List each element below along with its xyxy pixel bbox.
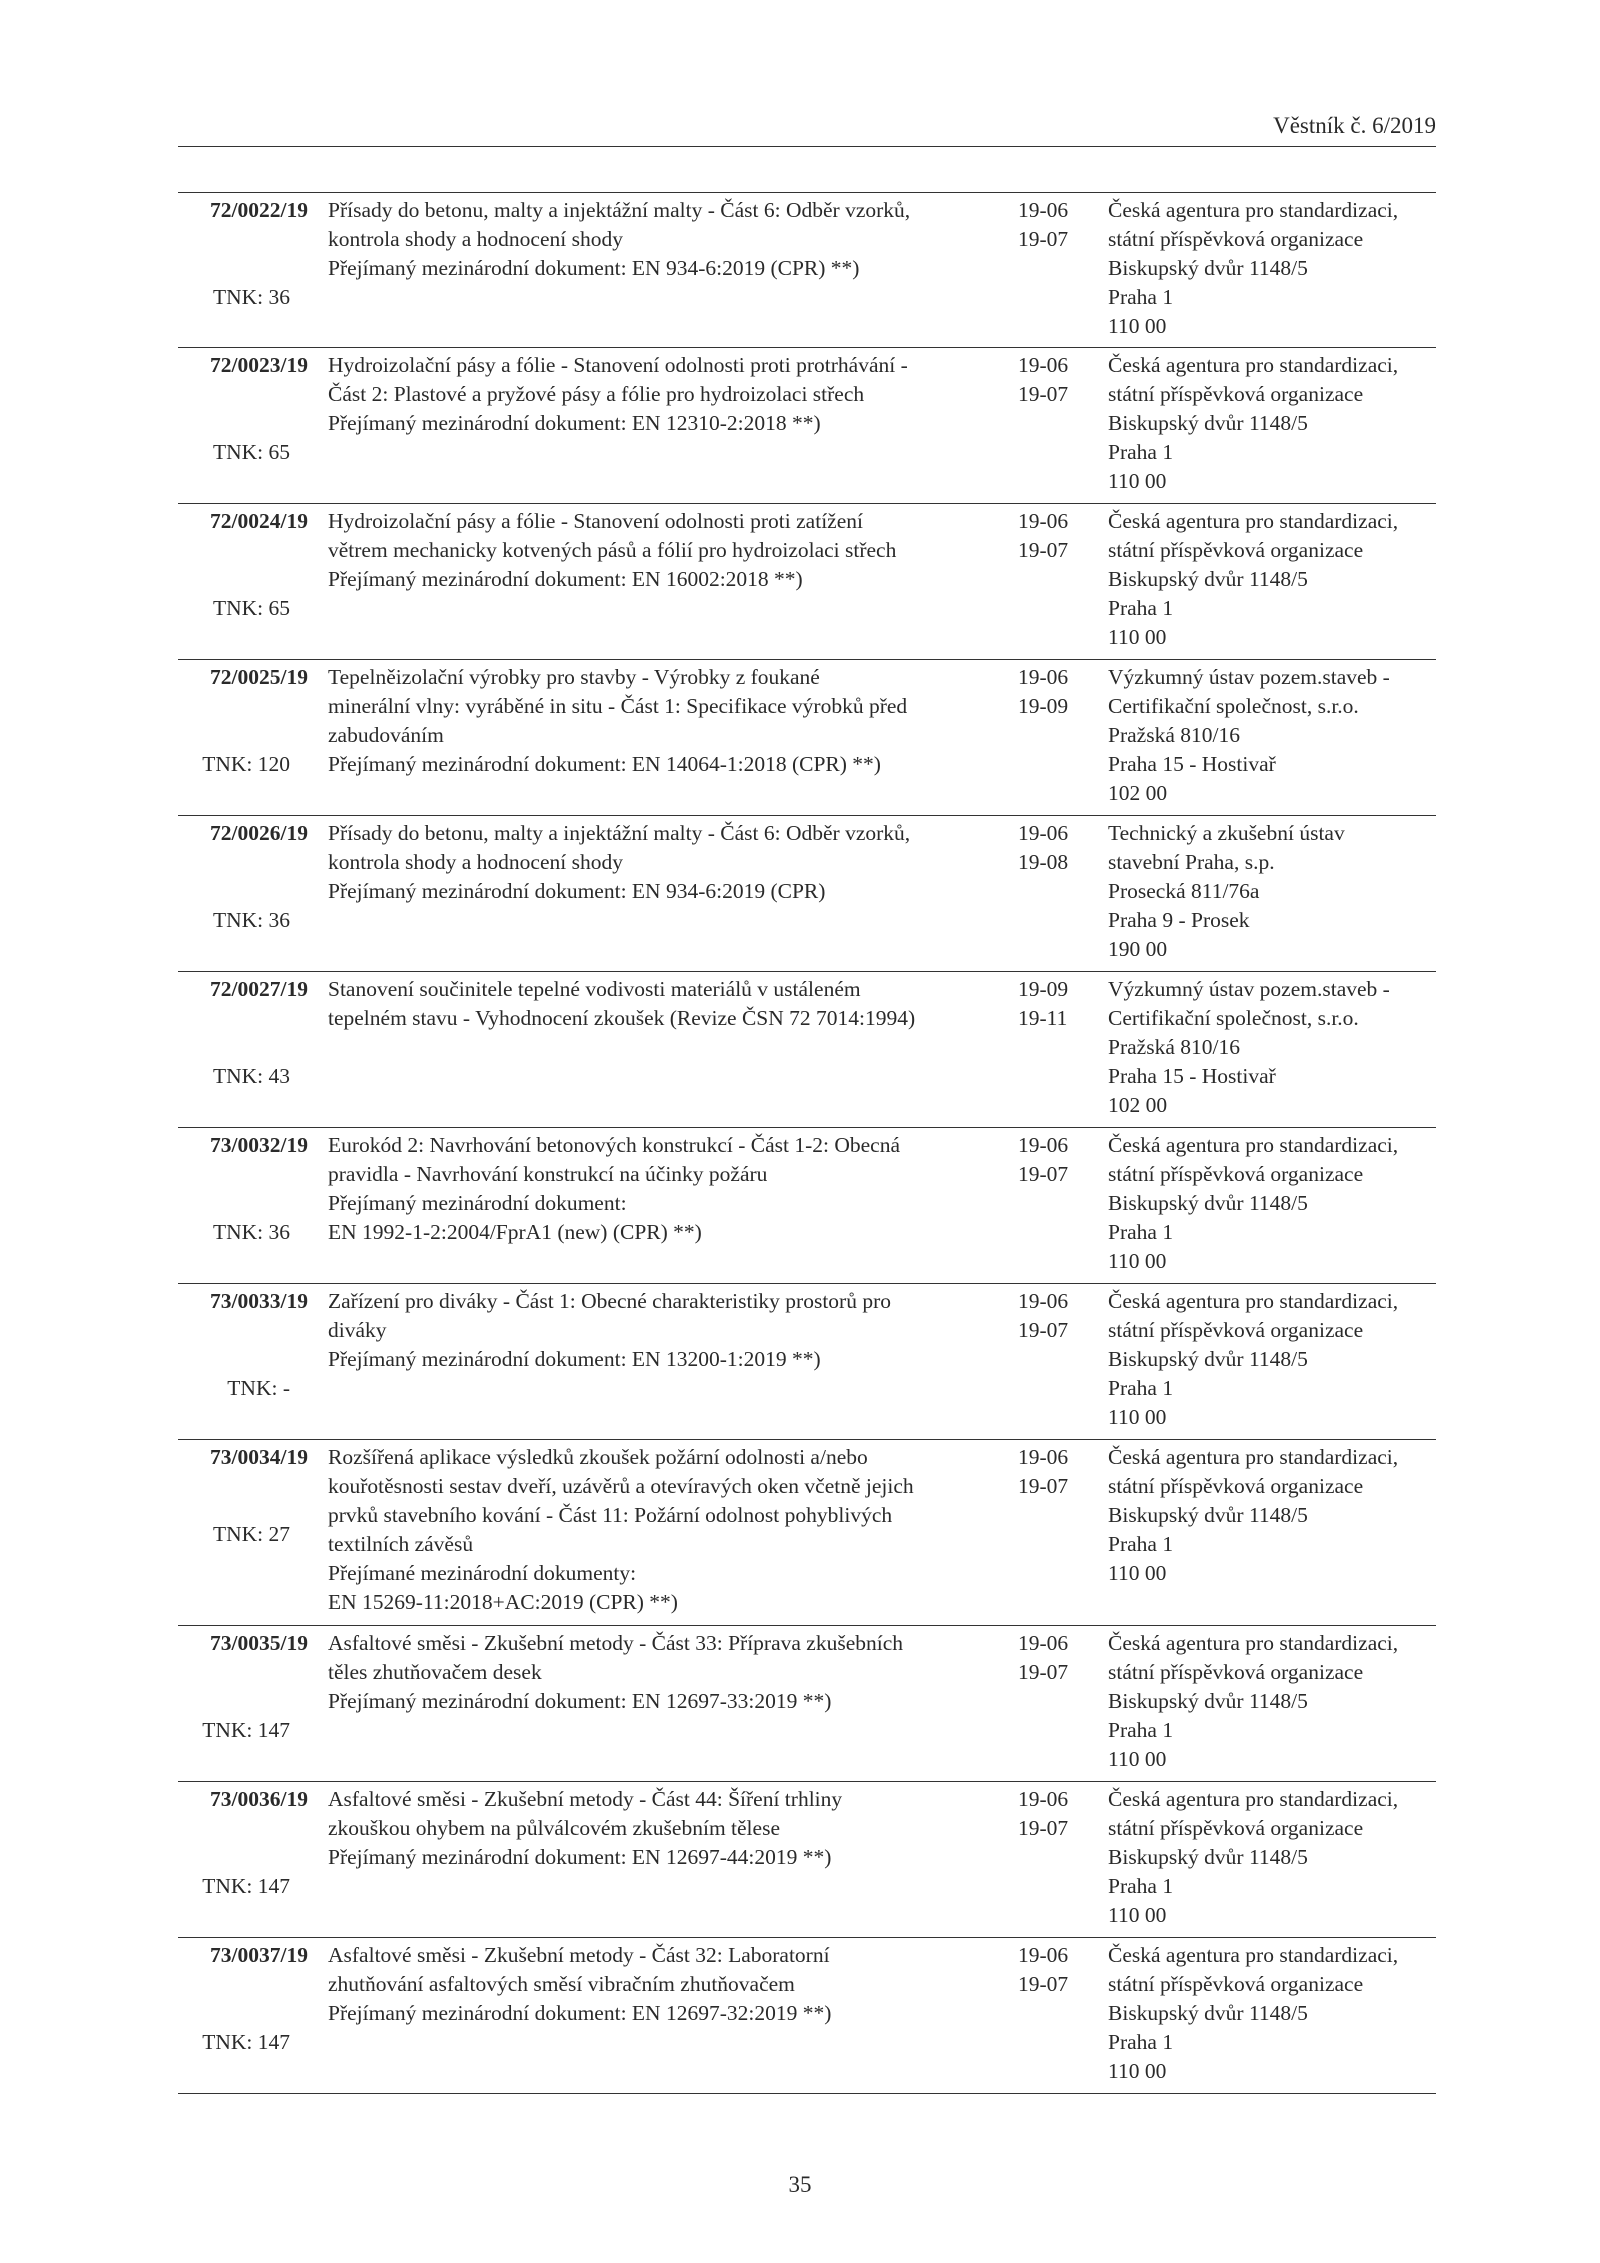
org-line: 110 00 [1108, 314, 1167, 338]
title-line: Přejímaný mezinárodní dokument: EN 12697-32:2019 **) [328, 2001, 832, 2025]
title-line: kouřotěsnosti sestav dveří, uzávěrů a otevíravých oken včetně jejich [328, 1474, 914, 1498]
standard-title [328, 1629, 904, 1716]
org-line: Česká agentura pro standardizaci, [1108, 1289, 1399, 1313]
title-line: EN 1992-1-2:2004/FprA1 (new) (CPR) **) [328, 1220, 702, 1244]
table-row [178, 1626, 1436, 1782]
date-value: 19-06 [1018, 1133, 1069, 1157]
processor-organization [1108, 975, 1438, 1120]
title-line: Přejímaný mezinárodní dokument: EN 13200-1:2019 **) [328, 1347, 821, 1371]
org-line: Biskupský dvůr 1148/5 [1108, 1689, 1308, 1713]
processor-organization [1108, 507, 1438, 652]
standard-number: 72/0023/19 [210, 353, 308, 377]
org-line: 110 00 [1108, 2059, 1167, 2083]
title-line: Přejímané mezinárodní dokumenty: [328, 1561, 637, 1585]
standard-number: 72/0027/19 [210, 977, 308, 1001]
table-row [178, 1284, 1436, 1440]
standard-title [328, 663, 908, 779]
date-value: 19-07 [1018, 1474, 1069, 1498]
table-row [178, 1782, 1436, 1938]
org-line: Biskupský dvůr 1148/5 [1108, 256, 1308, 280]
title-line: textilních závěsů [328, 1532, 474, 1556]
standard-number: 72/0024/19 [210, 509, 308, 533]
org-line: Praha 1 [1108, 1532, 1174, 1556]
org-line: Prosecká 811/76a [1108, 879, 1260, 903]
org-line: státní příspěvková organizace [1108, 1660, 1364, 1684]
table-row [178, 816, 1436, 972]
date-value: 19-06 [1018, 821, 1069, 845]
dates [1018, 975, 1090, 1033]
org-line: Česká agentura pro standardizaci, [1108, 198, 1399, 222]
org-line: Biskupský dvůr 1148/5 [1108, 1347, 1308, 1371]
dates [1018, 1443, 1090, 1501]
title-line: tepelném stavu - Vyhodnocení zkoušek (Revize ČSN 72 7014:1994) [328, 1006, 916, 1030]
org-line: 102 00 [1108, 781, 1168, 805]
org-line: 110 00 [1108, 1249, 1167, 1273]
date-value: 19-07 [1018, 227, 1069, 251]
org-line: Výzkumný ústav pozem.staveb - [1108, 977, 1390, 1001]
date-value: 19-06 [1018, 1631, 1069, 1655]
dates [1018, 819, 1090, 877]
dates [1018, 196, 1090, 254]
standard-title [328, 507, 897, 594]
org-line: 110 00 [1108, 1405, 1167, 1429]
tnk-label: TNK: 36 [212, 908, 290, 932]
date-value: 19-08 [1018, 850, 1069, 874]
org-line: stavební Praha, s.p. [1108, 850, 1275, 874]
title-line: diváky [328, 1318, 387, 1342]
title-line: Přísady do betonu, malty a injektážní malty - Část 6: Odběr vzorků, [328, 198, 911, 222]
org-line: státní příspěvková organizace [1108, 1816, 1364, 1840]
title-line: Část 2: Plastové a pryžové pásy a fólie pro hydroizolaci střech [328, 382, 865, 406]
date-value: 19-09 [1018, 694, 1069, 718]
date-value: 19-06 [1018, 353, 1069, 377]
title-line: Asfaltové směsi - Zkušební metody - Část 32: Laboratorní [328, 1943, 830, 1967]
org-line: státní příspěvková organizace [1108, 382, 1364, 406]
table-row [178, 972, 1436, 1128]
dates [1018, 1785, 1090, 1843]
title-line: Přejímaný mezinárodní dokument: [328, 1191, 627, 1215]
standards-table [178, 192, 1436, 2094]
date-value: 19-11 [1018, 1006, 1068, 1030]
date-value: 19-06 [1018, 1943, 1069, 1967]
standard-title [328, 1131, 901, 1247]
title-line: zkouškou ohybem na půlválcovém zkušebním tělese [328, 1816, 780, 1840]
org-line: státní příspěvková organizace [1108, 1318, 1364, 1342]
title-line: Rozšířená aplikace výsledků zkoušek požární odolnosti a/nebo [328, 1445, 868, 1469]
title-line: zhutňování asfaltových směsí vibračním zhutňovačem [328, 1972, 795, 1996]
org-line: 110 00 [1108, 1561, 1167, 1585]
date-value: 19-06 [1018, 1289, 1069, 1313]
title-line: Přejímaný mezinárodní dokument: EN 12310-2:2018 **) [328, 411, 821, 435]
org-line: Biskupský dvůr 1148/5 [1108, 1191, 1308, 1215]
org-line: 110 00 [1108, 1747, 1167, 1771]
date-value: 19-06 [1018, 1787, 1069, 1811]
standard-number: 73/0037/19 [210, 1943, 308, 1967]
tnk-label: TNK: 36 [212, 1220, 290, 1244]
org-line: Česká agentura pro standardizaci, [1108, 353, 1399, 377]
title-line: Přejímaný mezinárodní dokument: EN 16002:2018 **) [328, 567, 803, 591]
tnk-label: TNK: 147 [202, 1874, 290, 1898]
dates [1018, 1287, 1090, 1345]
header-rule [178, 146, 1436, 147]
title-line: Přejímaný mezinárodní dokument: EN 14064-1:2018 (CPR) **) [328, 752, 881, 776]
date-value: 19-07 [1018, 538, 1069, 562]
table-row [178, 660, 1436, 816]
title-line: zabudováním [328, 723, 444, 747]
standard-number: 72/0022/19 [210, 198, 308, 222]
table-row [178, 1128, 1436, 1284]
org-line: Praha 1 [1108, 596, 1174, 620]
processor-organization [1108, 1131, 1438, 1276]
org-line: Praha 1 [1108, 440, 1174, 464]
date-value: 19-09 [1018, 977, 1069, 1001]
title-line: minerální vlny: vyráběné in situ - Část 1: Specifikace výrobků před [328, 694, 908, 718]
org-line: Česká agentura pro standardizaci, [1108, 1445, 1399, 1469]
date-value: 19-06 [1018, 509, 1069, 533]
standard-number: 73/0035/19 [210, 1631, 308, 1655]
title-line: Stanovení součinitele tepelné vodivosti materiálů v ustáleném [328, 977, 861, 1001]
tnk-label: TNK: 27 [212, 1522, 290, 1546]
standard-title [328, 1785, 863, 1872]
processor-organization [1108, 1941, 1438, 2086]
title-line: Hydroizolační pásy a fólie - Stanovení odolnosti proti protrhávání - [328, 353, 908, 377]
processor-organization [1108, 196, 1438, 341]
table-row [178, 348, 1436, 504]
org-line: 190 00 [1108, 937, 1168, 961]
page-number: 35 [788, 2172, 812, 2197]
tnk-label: TNK: 43 [212, 1064, 290, 1088]
org-line: Česká agentura pro standardizaci, [1108, 1787, 1399, 1811]
table-row [178, 193, 1436, 348]
standard-title [328, 1443, 914, 1617]
org-line: Praha 15 - Hostivař [1108, 752, 1276, 776]
title-line: Přísady do betonu, malty a injektážní malty - Část 6: Odběr vzorků, [328, 821, 911, 845]
org-line: státní příspěvková organizace [1108, 227, 1364, 251]
org-line: Praha 1 [1108, 1874, 1174, 1898]
standard-title [328, 351, 908, 438]
tnk-label: TNK: 65 [212, 596, 290, 620]
standard-number: 72/0025/19 [210, 665, 308, 689]
org-line: Praha 1 [1108, 1718, 1174, 1742]
title-line: těles zhutňovačem desek [328, 1660, 542, 1684]
standard-number: 73/0033/19 [210, 1289, 308, 1313]
date-value: 19-07 [1018, 1660, 1069, 1684]
org-line: státní příspěvková organizace [1108, 538, 1364, 562]
title-line: Asfaltové směsi - Zkušební metody - Část 44: Šíření trhliny [328, 1787, 843, 1811]
org-line: Biskupský dvůr 1148/5 [1108, 2001, 1308, 2025]
date-value: 19-07 [1018, 1318, 1069, 1342]
table-row [178, 1938, 1436, 2094]
date-value: 19-07 [1018, 1972, 1069, 1996]
title-line: Přejímaný mezinárodní dokument: EN 12697-33:2019 **) [328, 1689, 832, 1713]
date-value: 19-07 [1018, 1816, 1069, 1840]
table-row [178, 504, 1436, 660]
title-line: větrem mechanicky kotvených pásů a fólií pro hydroizolaci střech [328, 538, 897, 562]
org-line: 110 00 [1108, 469, 1167, 493]
date-value: 19-06 [1018, 1445, 1069, 1469]
title-line: EN 15269-11:2018+AC:2019 (CPR) **) [328, 1590, 678, 1614]
title-line: Tepelněizolační výrobky pro stavby - Výrobky z foukané [328, 665, 820, 689]
tnk-label: TNK: 65 [212, 440, 290, 464]
org-line: 110 00 [1108, 625, 1167, 649]
processor-organization [1108, 1629, 1438, 1774]
org-line: Pražská 810/16 [1108, 723, 1240, 747]
org-line: Biskupský dvůr 1148/5 [1108, 567, 1308, 591]
org-line: Česká agentura pro standardizaci, [1108, 1943, 1399, 1967]
org-line: Výzkumný ústav pozem.staveb - [1108, 665, 1390, 689]
org-line: 110 00 [1108, 1903, 1167, 1927]
standard-title [328, 819, 911, 906]
standard-title [328, 196, 911, 283]
standard-title [328, 975, 916, 1033]
org-line: Biskupský dvůr 1148/5 [1108, 1503, 1308, 1527]
processor-organization [1108, 1443, 1438, 1588]
date-value: 19-06 [1018, 665, 1069, 689]
standard-title [328, 1287, 891, 1374]
standard-number: 73/0032/19 [210, 1133, 308, 1157]
title-line: Přejímaný mezinárodní dokument: EN 12697-44:2019 **) [328, 1845, 832, 1869]
page-header: Věstník č. 6/2019 [1273, 113, 1436, 138]
title-line: kontrola shody a hodnocení shody [328, 850, 623, 874]
org-line: Praha 1 [1108, 2030, 1174, 2054]
org-line: Biskupský dvůr 1148/5 [1108, 411, 1308, 435]
standard-number: 73/0036/19 [210, 1787, 308, 1811]
tnk-label: TNK: 120 [202, 752, 290, 776]
org-line: Certifikační společnost, s.r.o. [1108, 1006, 1359, 1030]
standard-number: 73/0034/19 [210, 1445, 308, 1469]
title-line: Asfaltové směsi - Zkušební metody - Část 33: Příprava zkušebních [328, 1631, 904, 1655]
org-line: Praha 1 [1108, 1220, 1174, 1244]
org-line: státní příspěvková organizace [1108, 1474, 1364, 1498]
org-line: Certifikační společnost, s.r.o. [1108, 694, 1359, 718]
processor-organization [1108, 351, 1438, 496]
date-value: 19-07 [1018, 382, 1069, 406]
table-row [178, 1440, 1436, 1626]
dates [1018, 1941, 1090, 1999]
standard-title [328, 1941, 863, 2028]
title-line: prvků stavebního kování - Část 11: Požární odolnost pohyblivých [328, 1503, 893, 1527]
title-line: Eurokód 2: Navrhování betonových konstrukcí - Část 1-2: Obecná [328, 1133, 901, 1157]
org-line: Biskupský dvůr 1148/5 [1108, 1845, 1308, 1869]
processor-organization [1108, 819, 1438, 964]
processor-organization [1108, 663, 1438, 808]
org-line: Praha 1 [1108, 1376, 1174, 1400]
org-line: Česká agentura pro standardizaci, [1108, 509, 1399, 533]
org-line: Česká agentura pro standardizaci, [1108, 1133, 1399, 1157]
org-line: Technický a zkušební ústav [1108, 821, 1345, 845]
org-line: 102 00 [1108, 1093, 1168, 1117]
title-line: kontrola shody a hodnocení shody [328, 227, 623, 251]
processor-organization [1108, 1785, 1438, 1930]
title-line: Hydroizolační pásy a fólie - Stanovení odolnosti proti zatížení [328, 509, 863, 533]
tnk-label: TNK: 147 [202, 2030, 290, 2054]
date-value: 19-07 [1018, 1162, 1069, 1186]
tnk-label: TNK: 147 [202, 1718, 290, 1742]
org-line: Pražská 810/16 [1108, 1035, 1240, 1059]
tnk-label: TNK: - [227, 1376, 290, 1400]
org-line: státní příspěvková organizace [1108, 1972, 1364, 1996]
title-line: Přejímaný mezinárodní dokument: EN 934-6:2019 (CPR) [328, 879, 826, 903]
date-value: 19-06 [1018, 198, 1069, 222]
dates [1018, 1131, 1090, 1189]
org-line: státní příspěvková organizace [1108, 1162, 1364, 1186]
title-line: Přejímaný mezinárodní dokument: EN 934-6:2019 (CPR) **) [328, 256, 860, 280]
standard-number: 72/0026/19 [210, 821, 308, 845]
dates [1018, 351, 1090, 409]
org-line: Praha 9 - Prosek [1108, 908, 1250, 932]
tnk-label: TNK: 36 [212, 285, 290, 309]
dates [1018, 507, 1090, 565]
processor-organization [1108, 1287, 1438, 1432]
dates [1018, 663, 1090, 721]
dates [1018, 1629, 1090, 1687]
org-line: Praha 15 - Hostivař [1108, 1064, 1276, 1088]
org-line: Česká agentura pro standardizaci, [1108, 1631, 1399, 1655]
org-line: Praha 1 [1108, 285, 1174, 309]
title-line: Zařízení pro diváky - Část 1: Obecné charakteristiky prostorů pro [328, 1289, 891, 1313]
title-line: pravidla - Navrhování konstrukcí na účinky požáru [328, 1162, 768, 1186]
